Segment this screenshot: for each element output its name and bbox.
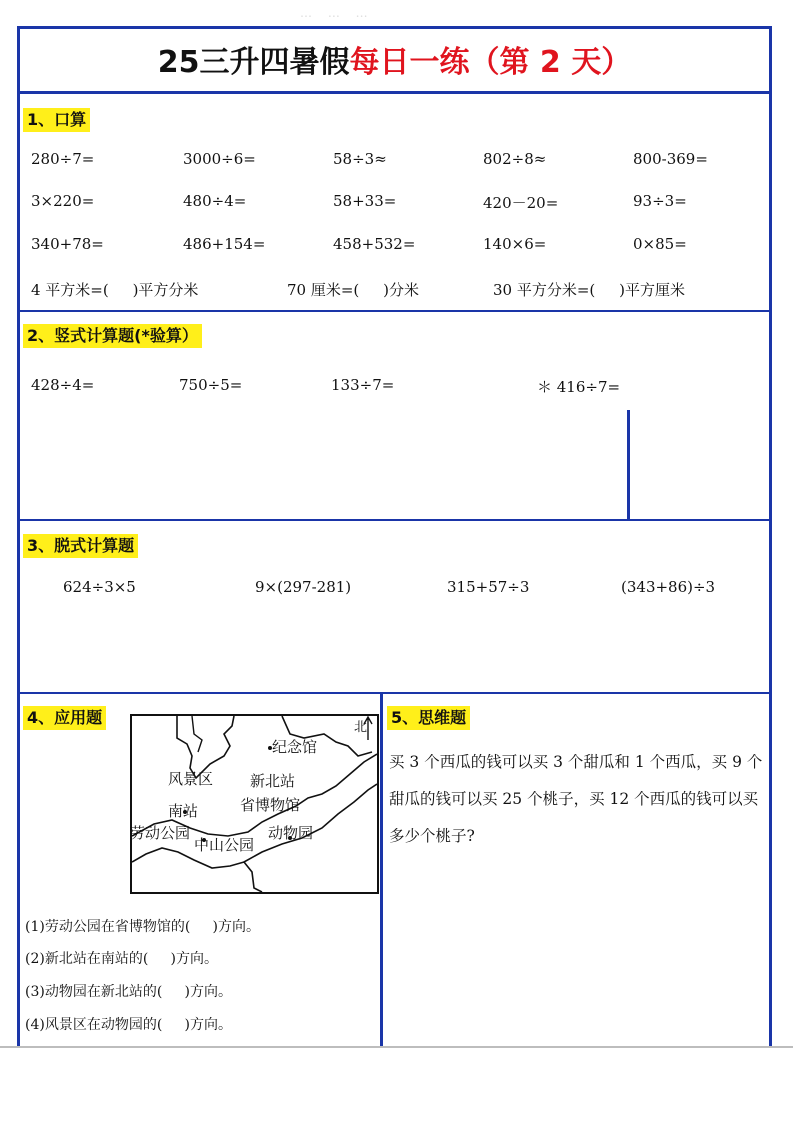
oral-problem: 3×220=	[31, 192, 95, 210]
faded-header-text: … … …	[300, 6, 374, 20]
oral-problem: 0×85=	[633, 235, 687, 253]
oral-problem: 486+154=	[183, 235, 266, 253]
map-label: 纪念馆	[272, 738, 318, 756]
section-heading-thinking: 5、思维题	[387, 706, 470, 730]
section-heading-oral: 1、口算	[23, 108, 90, 132]
frame-right	[769, 26, 772, 1046]
oral-problem: 802÷8≈	[483, 150, 547, 168]
stepwise-problem: 315+57÷3	[447, 578, 530, 596]
vertical-problem: 428÷4=	[31, 376, 95, 394]
applied-question: (3)动物园在新北站的( )方向。	[25, 984, 233, 1000]
stepwise-problem: 9×(297-281)	[255, 578, 352, 596]
divider-s2	[17, 519, 772, 521]
oral-problem: 340+78=	[31, 235, 104, 253]
stepwise-problem: (343+86)÷3	[621, 578, 716, 596]
oral-problem: 800-369=	[633, 150, 708, 168]
oral-problem: 3000÷6=	[183, 150, 256, 168]
title-red: 每日一练（第 2 天）	[349, 45, 632, 80]
page-title	[17, 26, 772, 92]
map-label: 劳动公园	[130, 824, 191, 842]
worksheet	[17, 26, 772, 1046]
unit-question: 70 厘米=( )分米	[287, 281, 419, 299]
page-footer-line	[0, 1046, 793, 1048]
divider-s1	[17, 310, 772, 312]
title-black: 25三升四暑假	[157, 45, 350, 80]
vertical-rule	[627, 410, 630, 520]
section-heading-applied: 4、应用题	[23, 706, 106, 730]
map-label: 南站	[168, 802, 199, 820]
applied-question: (1)劳动公园在省博物馆的( )方向。	[25, 919, 261, 935]
map-label: 省博物馆	[240, 796, 301, 814]
oral-problem: 58÷3≈	[333, 150, 387, 168]
applied-question: (4)风景区在动物园的( )方向。	[25, 1017, 233, 1033]
vertical-problem: 133÷7=	[331, 376, 395, 394]
map-label: 新北站	[250, 772, 296, 790]
oral-problem: 480÷4=	[183, 192, 247, 210]
oral-problem: 58+33=	[333, 192, 397, 210]
map-label: 中山公园	[194, 836, 255, 854]
vertical-problem: 750÷5=	[179, 376, 243, 394]
north-arrow-icon	[363, 716, 373, 740]
section-heading-stepwise: 3、脱式计算题	[23, 534, 138, 558]
thinking-problem: 买 3 个西瓜的钱可以买 3 个甜瓜和 1 个西瓜，买 9 个甜瓜的钱可以买 25 个桃子，买 12 个西瓜的钱可以买多少个桃子?	[389, 753, 763, 845]
divider-s4-s5	[380, 692, 383, 1046]
oral-problem: 140×6=	[483, 235, 547, 253]
stepwise-problem: 624÷3×5	[63, 578, 136, 596]
vertical-problem: ＊ 416÷7=	[537, 378, 621, 396]
frame-left	[17, 26, 20, 1046]
oral-problem: 458+532=	[333, 235, 416, 253]
section-heading-vertical: 2、竖式计算题(*验算）	[23, 324, 202, 348]
divider-s3	[17, 692, 772, 694]
oral-problem: 420－20=	[483, 194, 559, 212]
applied-question: (2)新北站在南站的( )方向。	[25, 951, 219, 967]
oral-problem: 280÷7=	[31, 150, 95, 168]
north-label: 北	[354, 720, 368, 735]
unit-question: 4 平方米=( )平方分米	[31, 281, 199, 299]
map-label: 风景区	[168, 770, 214, 788]
unit-question: 30 平方分米=( )平方厘米	[493, 281, 685, 299]
map-illustration	[130, 714, 379, 894]
map-label: 动物园	[268, 824, 314, 842]
oral-problem: 93÷3=	[633, 192, 687, 210]
